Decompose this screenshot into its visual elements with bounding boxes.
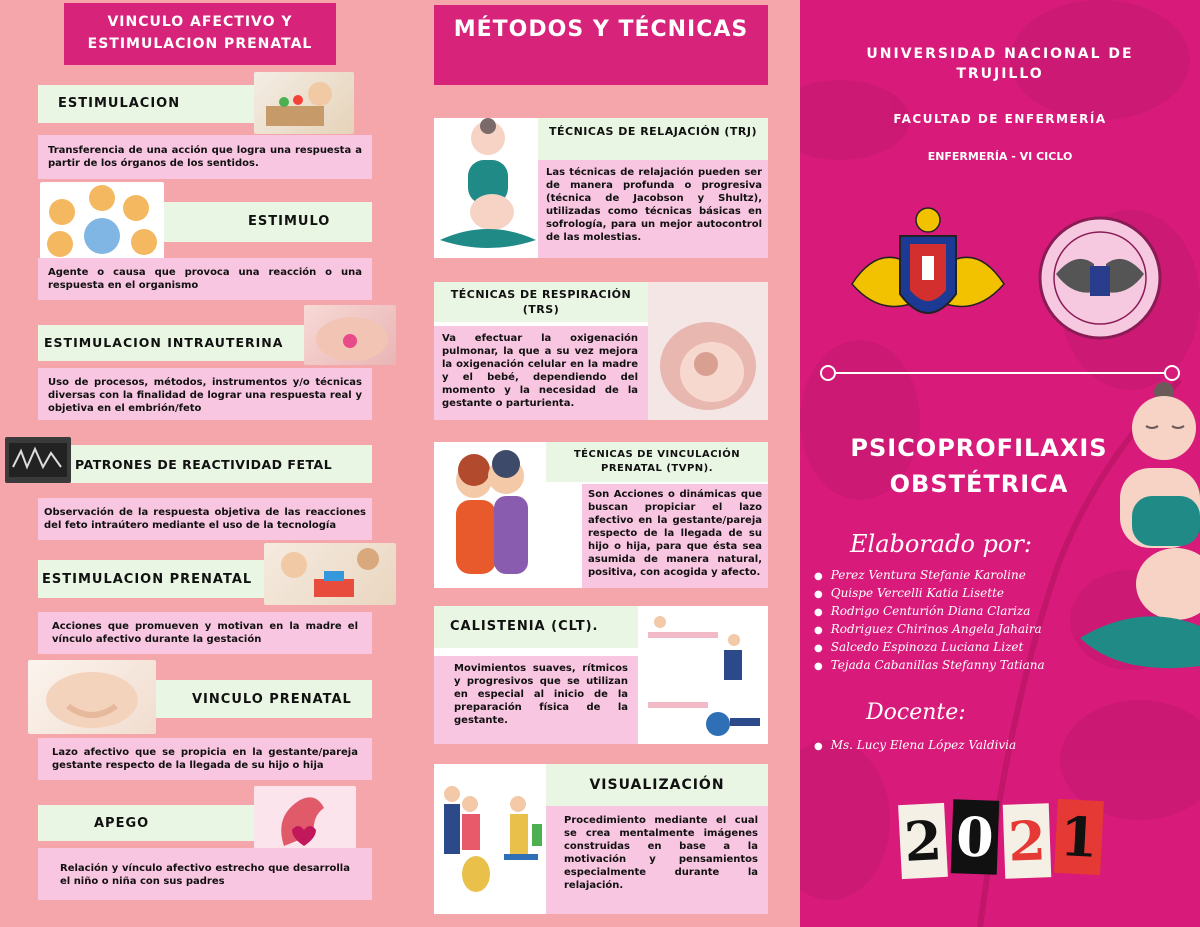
- section-title: ESTIMULACION PRENATAL: [42, 572, 253, 587]
- mother-child-heart-image: [254, 786, 356, 856]
- teacher-item: ● Ms. Lucy Elena López Valdivia: [814, 736, 1114, 754]
- respiracion-text-box: [434, 326, 648, 420]
- section-intrauterina-title-box: [38, 325, 304, 361]
- ultrasound-image: [5, 437, 71, 483]
- couple-image: [434, 442, 546, 588]
- section-title: TÉCNICAS DE VINCULACIÓN PRENATAL (TVPN).: [573, 449, 741, 474]
- section-text: Agente o causa que provoca una reacción o una respuesta en el organismo: [38, 258, 372, 300]
- section-visualizacion-card: [434, 764, 768, 914]
- section-text: Uso de procesos, métodos, instrumentos y/o técnicas diversas con la finalidad de lograr una respuesta real y objetiva en el embrión/feto: [38, 368, 372, 420]
- divider-left-dot: [820, 365, 836, 381]
- section-text: Procedimiento mediante el cual se crea mentalmente imágenes construidas en base a la motivación y pensamientos especialmente durante la relajación.: [564, 815, 758, 891]
- panel2-header: MÉTODOS Y TÉCNICAS: [434, 5, 768, 85]
- baby-toys-image: [254, 72, 354, 134]
- author-item: ● Salcedo Espinoza Luciana Lizet: [814, 638, 1104, 656]
- section-text: Las técnicas de relajación pueden ser de manera profunda o progresiva (técnica de Jacobson y Shultz), utilizadas como técnicas básicas en sofrología, para un mejor autocontrol de las molestias.: [546, 167, 762, 243]
- section-vinculo-title-box: [156, 680, 372, 718]
- section-text: Observación de la respuesta objetiva de las reacciones del feto intraútero mediante el uso de la tecnología: [38, 498, 372, 540]
- visualizacion-text-box: [546, 806, 768, 914]
- section-text: Transferencia de una acción que logra una respuesta a partir de los órganos de los sentidos.: [38, 135, 372, 179]
- calistenia-title-box: [434, 606, 638, 648]
- panel-vinculo-afectivo: [0, 0, 400, 927]
- year-digit-tile: 2: [898, 803, 948, 879]
- authors-label: Elaborado por:: [850, 530, 1032, 558]
- section-text: Lazo afectivo que se propicia en la gestante/pareja gestante respecto de la llegada de su hijo o hija: [38, 738, 372, 780]
- panel-metodos-tecnicas: [400, 0, 800, 927]
- section-text: Va efectuar la oxigenación pulmonar, la que a su vez mejora la oxigenación celular en la madre y el bebé, dependiendo del momento y la necesidad de la gestante o parturienta.: [442, 333, 638, 409]
- section-text: Acciones que promueven y motivan en la madre el vínculo afectivo durante la gestación: [38, 612, 372, 654]
- author-item: ● Tejada Cabanillas Stefanny Tatiana: [814, 656, 1104, 674]
- section-title: CALISTENIA (CLT).: [450, 619, 599, 634]
- exercise-poses-image: [638, 606, 768, 744]
- section-text: Relación y vínculo afectivo estrecho que desarrolla el niño o niña con sus padres: [38, 848, 372, 900]
- section-title: ESTIMULACION INTRAUTERINA: [44, 335, 284, 350]
- therapy-session-image: [434, 764, 546, 914]
- section-calistenia-card: [434, 606, 768, 744]
- section-title: ESTIMULACION: [58, 96, 181, 111]
- section-title: VINCULO PRENATAL: [192, 692, 352, 707]
- panel1-header: VINCULO AFECTIVO Y ESTIMULACION PRENATAL: [64, 3, 336, 65]
- section-respiracion-card: [434, 282, 768, 420]
- author-item: ● Rodriguez Chirinos Angela Jahaira: [814, 620, 1104, 638]
- author-item: ● Perez Ventura Stefanie Karoline: [814, 566, 1104, 584]
- section-estimulo-title-box: [164, 202, 372, 242]
- section-estimulacion-title-box: [38, 85, 254, 123]
- section-vinculacion-card: [434, 442, 768, 588]
- section-relajacion-card: [434, 118, 768, 258]
- year-digit-tile: 1: [1054, 799, 1104, 875]
- teacher-list: [814, 736, 1114, 754]
- section-title: TÉCNICAS DE RELAJACIÓN (TRJ): [549, 125, 757, 138]
- section-title: APEGO: [94, 816, 150, 831]
- relajacion-text-box: [538, 160, 768, 258]
- section-title: ESTIMULO: [248, 214, 331, 229]
- section-title: VISUALIZACIÓN: [589, 777, 725, 793]
- section-title: PATRONES DE REACTIVIDAD FETAL: [75, 457, 333, 472]
- section-prenatal-title-box: [38, 560, 264, 598]
- section-title: TÉCNICAS DE RESPIRACIÓN (TRS): [450, 288, 632, 316]
- meditating-woman-image: [434, 118, 538, 258]
- hands-belly-image: [28, 660, 156, 734]
- vinculacion-text-box: [582, 484, 768, 588]
- author-item: ● Rodrigo Centurión Diana Clariza: [814, 602, 1104, 620]
- year-digit-tile: 0: [951, 799, 1000, 875]
- section-text: Son Acciones o dinámicas que buscan propiciar el lazo afectivo en la gestante/pareja respecto de la llegada de su hijo o hija, para que ésta sea asumida de manera natural, positiva, con acogida y afecto.: [588, 489, 762, 578]
- author-item: ● Quispe Vercelli Katia Lisette: [814, 584, 1104, 602]
- year-digit-tile: 2: [1003, 803, 1052, 879]
- senses-icons-image: [40, 182, 164, 262]
- section-text: Movimientos suaves, rítmicos y progresivos que se utilizan en especial al inicio de la preparación física de la gestante.: [454, 663, 628, 726]
- divider-line: [828, 372, 1168, 374]
- year-display: [900, 800, 1110, 882]
- section-patrones-title-box: [71, 445, 372, 483]
- respiracion-title-box: [434, 282, 648, 322]
- university-crest-logo: [848, 204, 1008, 340]
- vinculacion-title-box: [546, 442, 768, 482]
- baby-play-image: [264, 543, 396, 605]
- main-title-line1: PSICOPROFILAXIS: [850, 434, 1108, 462]
- fetus-anatomy-image: [648, 282, 768, 420]
- university-name: UNIVERSIDAD NACIONAL DE TRUJILLO: [866, 46, 1134, 82]
- cycle-label: ENFERMERÍA - VI CICLO: [927, 150, 1073, 163]
- relajacion-title-box: [538, 118, 768, 160]
- calistenia-text-box: [434, 656, 638, 744]
- belly-image: [304, 305, 396, 365]
- faculty-name: FACULTAD DE ENFERMERÍA: [893, 112, 1107, 126]
- authors-list: [814, 566, 1104, 674]
- visualizacion-title-box: [546, 764, 768, 806]
- teacher-label: Docente:: [866, 700, 966, 725]
- main-title-line2: OBSTÉTRICA: [889, 470, 1069, 498]
- faculty-seal-logo: [1036, 214, 1164, 342]
- section-apego-title-box: [38, 805, 254, 841]
- panel-cover: [800, 0, 1200, 927]
